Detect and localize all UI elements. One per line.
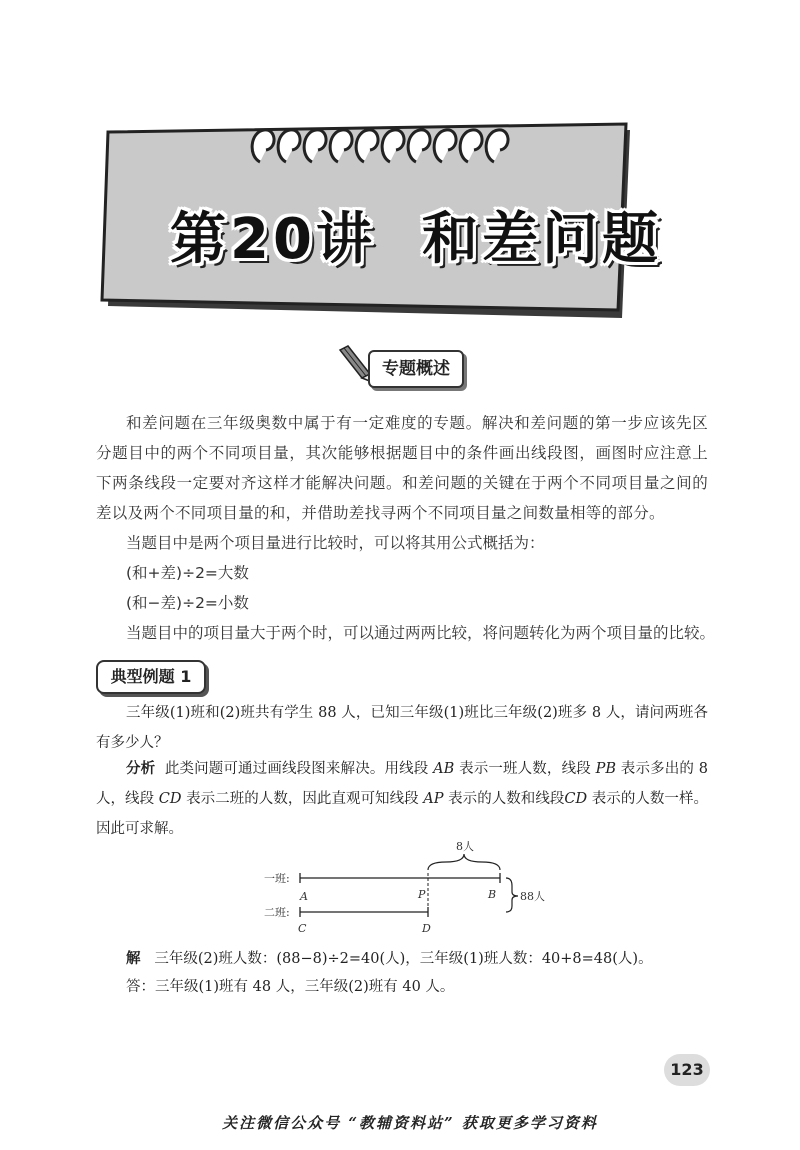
segment-diagram bbox=[260, 840, 560, 940]
overview-paragraph: 和差问题在三年级奥数中属于有一定难度的专题。解决和差问题的第一步应该先区分题目中的两个不同项目量，其次能够根据题目中的条件画出线段图，画图时应注意上下两条线段一定要对齐这样才能解决问题。和差问题的关键在于两个不同项目量之间的差以及两个不同项目量的和，并借助差找寻两个不同项目量之间数量相等的部分。 bbox=[96, 414, 708, 522]
formula-big: (和+差)÷2=大数 bbox=[126, 564, 249, 582]
chapter-number: 第20讲 bbox=[170, 207, 376, 272]
chapter-topic: 和差问题 bbox=[421, 207, 662, 272]
label-p: P bbox=[418, 888, 426, 901]
example-problem: 三年级(1)班和(2)班共有学生 88 人，已知三年级(1)班比三年级(2)班多 8 人，请问两班各有多少人？ bbox=[96, 705, 708, 751]
label-a: A bbox=[300, 890, 308, 903]
diff-brace bbox=[428, 854, 500, 870]
answer: 答：三年级(1)班有 48 人，三年级(2)班有 40 人。 bbox=[126, 979, 455, 995]
label-c: C bbox=[298, 922, 307, 935]
solution-label: 解 bbox=[126, 951, 141, 967]
class2-label: 二班: bbox=[264, 906, 290, 919]
overview-tag: 专题概述 bbox=[368, 350, 464, 388]
formula-intro: 当题目中是两个项目量进行比较时，可以将其用公式概括为： bbox=[126, 534, 545, 552]
page-number: 123 bbox=[664, 1054, 710, 1086]
label-d: D bbox=[422, 922, 431, 935]
diff-label: 8人 bbox=[456, 840, 474, 853]
total-label: 88人 bbox=[520, 890, 545, 903]
label-b: B bbox=[488, 888, 497, 901]
chapter-title bbox=[170, 195, 662, 275]
analysis-label: 分析 bbox=[126, 761, 156, 777]
footer-note: 关注微信公众号 “教辅资料站” 获取更多学习资料 bbox=[222, 1114, 598, 1132]
solution: 解 三年级(2)班人数：(88−8)÷2=40(人)，三年级(1)班人数：40+8=48(人)。 bbox=[126, 951, 653, 967]
multi-item-note: 当题目中的项目量大于两个时，可以通过两两比较，将问题转化为两个项目量的比较。 bbox=[126, 624, 716, 642]
total-brace bbox=[506, 878, 518, 912]
example-tag: 典型例题 1 bbox=[96, 660, 206, 694]
example-analysis: 分析 此类问题可通过画线段图来解决。用线段 AB 表示一班人数，线段 PB 表示多出的 8 人，线段 CD 表示二班的人数，因此直观可知线段 AP 表示的人数和线段CD 表示的人数一样。因此可求解。 bbox=[96, 761, 709, 837]
class1-label: 一班: bbox=[264, 872, 290, 885]
formula-small: (和−差)÷2=小数 bbox=[126, 594, 249, 612]
